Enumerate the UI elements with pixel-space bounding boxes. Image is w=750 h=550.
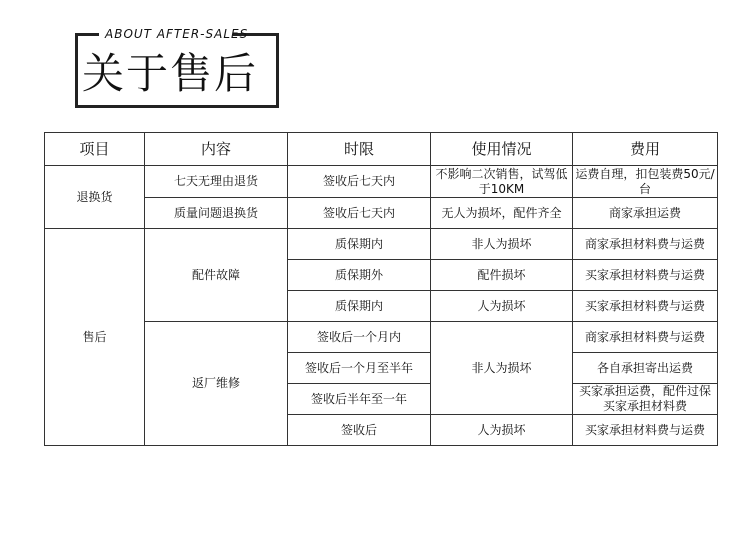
cell-cost: 买家承担材料费与运费: [573, 291, 718, 322]
cell-cost: 商家承担运费: [573, 198, 718, 229]
cell-cost: 运费自理，扣包装费50元/台: [573, 166, 718, 198]
table-row: [45, 166, 718, 198]
cell-limit: 质保期内: [288, 291, 431, 322]
cell-usage: 人为损坏: [431, 415, 573, 446]
cell-cost: 商家承担材料费与运费: [573, 229, 718, 260]
title-english: ABOUT AFTER-SALES: [105, 27, 249, 41]
cell-limit: 质保期内: [288, 229, 431, 260]
cell-usage-group: 非人为损坏: [431, 322, 573, 415]
table-row: [45, 322, 718, 353]
cell-cost: 买家承担运费，配件过保买家承担材料费: [573, 384, 718, 415]
cell-limit: 签收后七天内: [288, 198, 431, 229]
cell-usage: 无人为损坏，配件齐全: [431, 198, 573, 229]
header-content: 内容: [145, 133, 288, 166]
content-repair: 返厂维修: [145, 322, 288, 446]
cell-limit: 质保期外: [288, 260, 431, 291]
cell-usage: 配件损坏: [431, 260, 573, 291]
cell-cost: 买家承担材料费与运费: [573, 415, 718, 446]
cell-content: 七天无理由退货: [145, 166, 288, 198]
cell-limit: 签收后一个月至半年: [288, 353, 431, 384]
header-cost: 费用: [573, 133, 718, 166]
cell-content: 质量问题退换货: [145, 198, 288, 229]
cell-usage: 人为损坏: [431, 291, 573, 322]
title-chinese: 关于售后: [82, 49, 259, 98]
content-parts: 配件故障: [145, 229, 288, 322]
cell-limit: 签收后一个月内: [288, 322, 431, 353]
cell-usage: 不影响二次销售，试驾低于10KM: [431, 166, 573, 198]
cell-cost: 买家承担材料费与运费: [573, 260, 718, 291]
cell-limit: 签收后: [288, 415, 431, 446]
table-row: [45, 229, 718, 260]
header-usage: 使用情况: [431, 133, 573, 166]
header-limit: 时限: [288, 133, 431, 166]
cell-usage: 非人为损坏: [431, 229, 573, 260]
category-aftersales: 售后: [45, 229, 145, 446]
category-exchange: 退换货: [45, 166, 145, 229]
title-frame-top-left: [75, 33, 99, 36]
cell-cost: 商家承担材料费与运费: [573, 322, 718, 353]
after-sales-table: [44, 132, 718, 446]
header-item: 项目: [45, 133, 145, 166]
table-header-row: [45, 133, 718, 166]
cell-limit: 签收后半年至一年: [288, 384, 431, 415]
table-row: [45, 198, 718, 229]
cell-limit: 签收后七天内: [288, 166, 431, 198]
cell-cost: 各自承担寄出运费: [573, 353, 718, 384]
